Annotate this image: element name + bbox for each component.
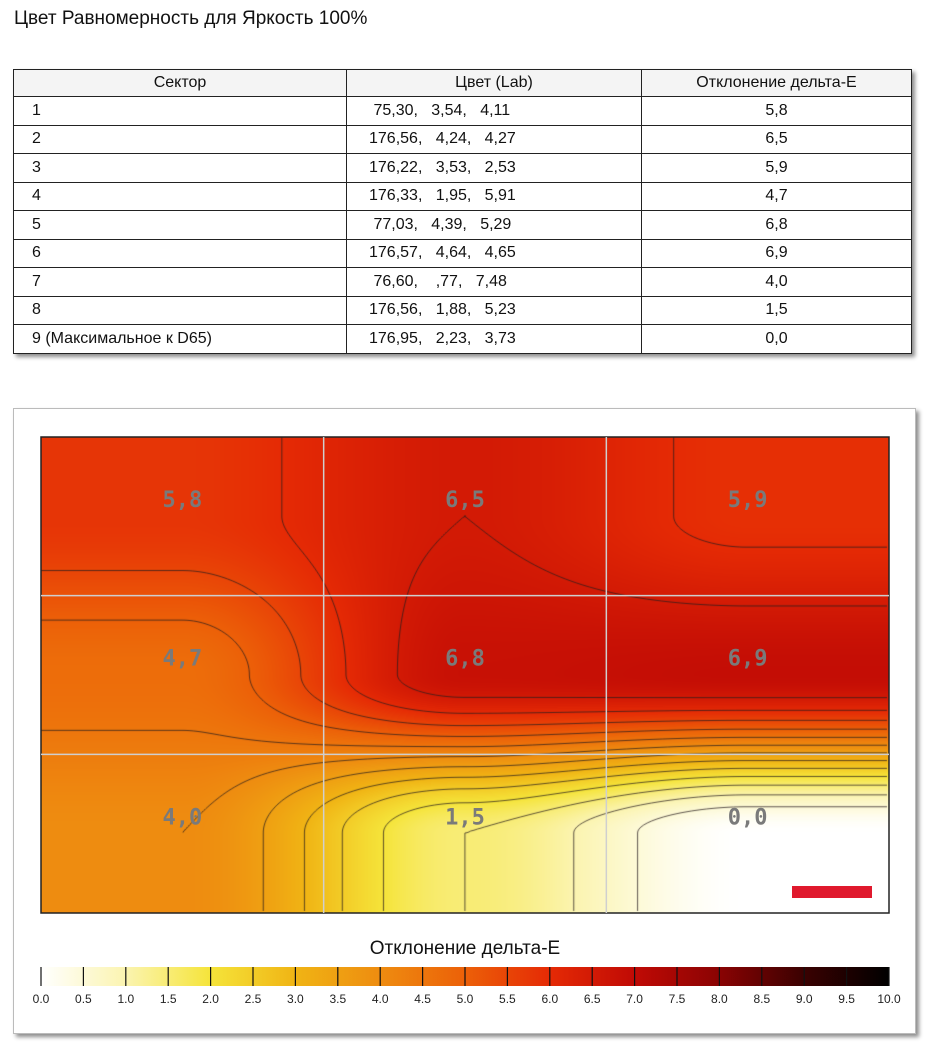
- delta-e-cell: 5,8: [642, 97, 912, 126]
- cell-value-label: 1,5: [445, 805, 485, 831]
- lab-color-cell: 75,30, 3,54, 4,11: [347, 97, 642, 126]
- colorbar-tick-label: 1.5: [159, 992, 177, 1006]
- delta-e-cell: 4,0: [642, 268, 912, 297]
- sector-cell: 5: [14, 211, 347, 240]
- table-row: [14, 296, 912, 325]
- colorbar-tick-label: 2.5: [244, 992, 262, 1006]
- colorbar-tick-label: 0.0: [32, 992, 50, 1006]
- colorbar-tick-label: 6.0: [541, 992, 559, 1006]
- table-row: [14, 125, 912, 154]
- uniformity-heatmap-svg: [14, 409, 915, 1033]
- uniformity-chart: [13, 408, 916, 1034]
- colorbar-tick-label: 5.0: [456, 992, 474, 1006]
- sector-cell: 8: [14, 296, 347, 325]
- table-row: [14, 211, 912, 240]
- table-row: [14, 154, 912, 183]
- table-header-row: [14, 70, 912, 97]
- sector-cell: 9 (Максимальное к D65): [14, 325, 347, 354]
- sector-cell: 7: [14, 268, 347, 297]
- lab-color-cell: 77,03, 4,39, 5,29: [347, 211, 642, 240]
- colorbar-tick-label: 1.0: [117, 992, 135, 1006]
- cell-value-label: 0,0: [727, 805, 768, 831]
- lab-color-cell: 76,60, ,77, 7,48: [347, 268, 642, 297]
- lab-color-cell: 176,95, 2,23, 3,73: [347, 325, 642, 354]
- delta-e-cell: 6,9: [642, 239, 912, 268]
- delta-e-cell: 6,8: [642, 211, 912, 240]
- lab-color-cell: 176,57, 4,64, 4,65: [347, 239, 642, 268]
- cell-value-label: 6,9: [727, 646, 768, 672]
- header-delta-e: Отклонение дельта-E: [642, 70, 912, 97]
- colorbar-tick-label: 4.0: [371, 992, 389, 1006]
- sector-cell: 6: [14, 239, 347, 268]
- colorbar-tick-label: 4.5: [414, 992, 431, 1006]
- delta-e-cell: 1,5: [642, 296, 912, 325]
- colorbar-tick-label: 3.5: [329, 992, 347, 1006]
- colorbar-tick-label: 10.0: [877, 992, 901, 1006]
- reference-marker: [792, 886, 872, 898]
- delta-e-cell: 0,0: [642, 325, 912, 354]
- table-row: [14, 325, 912, 354]
- lab-color-cell: 176,56, 1,88, 5,23: [347, 296, 642, 325]
- page-title: Цвет Равномерность для Яркость 100%: [14, 8, 368, 29]
- colorbar-tick-label: 9.0: [795, 992, 813, 1006]
- cell-value-label: 4,0: [162, 805, 203, 831]
- colorbar-tick-label: 7.5: [668, 992, 686, 1006]
- cell-value-label: 6,5: [445, 488, 485, 513]
- cell-value-label: 5,8: [162, 488, 203, 513]
- colorbar-tick-label: 7.0: [626, 992, 643, 1006]
- table-row: [14, 268, 912, 297]
- cell-value-label: 6,8: [445, 646, 485, 672]
- cell-value-label: 4,7: [162, 646, 203, 672]
- sector-cell: 4: [14, 182, 347, 211]
- table-row: [14, 97, 912, 126]
- cell-value-label: 5,9: [727, 488, 768, 513]
- table-row: [14, 182, 912, 211]
- sector-cell: 3: [14, 154, 347, 183]
- lab-color-cell: 176,22, 3,53, 2,53: [347, 154, 642, 183]
- colorbar-tick-label: 6.5: [583, 992, 601, 1006]
- lab-color-cell: 176,33, 1,95, 5,91: [347, 182, 642, 211]
- delta-e-cell: 4,7: [642, 182, 912, 211]
- colorbar-tick-label: 8.5: [753, 992, 771, 1006]
- colorbar-tick-label: 9.5: [838, 992, 855, 1006]
- sector-cell: 1: [14, 97, 347, 126]
- header-color-lab: Цвет (Lab): [347, 70, 642, 97]
- lab-color-cell: 176,56, 4,24, 4,27: [347, 125, 642, 154]
- delta-e-cell: 5,9: [642, 154, 912, 183]
- colorbar-tick-label: 0.5: [75, 992, 92, 1006]
- colorbar-tick-label: 3.0: [287, 992, 304, 1006]
- uniformity-table: [13, 69, 912, 354]
- colorbar-tick-label: 8.0: [711, 992, 728, 1006]
- sector-cell: 2: [14, 125, 347, 154]
- colorbar-title: Отклонение дельта-E: [369, 938, 561, 959]
- colorbar-tick-label: 2.0: [202, 992, 219, 1006]
- table-row: [14, 239, 912, 268]
- colorbar-tick-label: 5.5: [499, 992, 516, 1006]
- uniformity-table-grid: [13, 69, 912, 354]
- delta-e-cell: 6,5: [642, 125, 912, 154]
- header-sector: Сектор: [14, 70, 347, 97]
